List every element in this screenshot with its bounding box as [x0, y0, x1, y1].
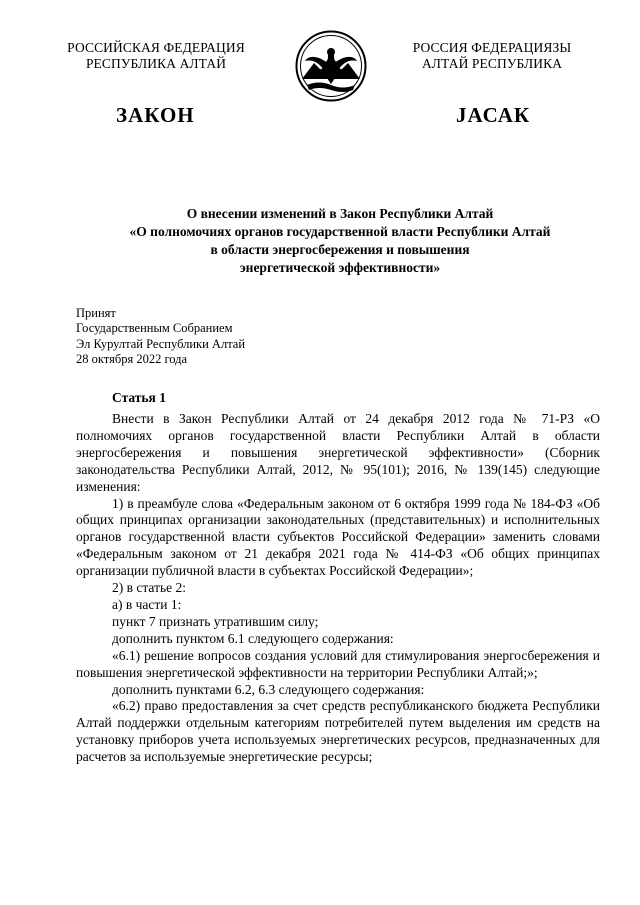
- article-heading: Статья 1: [112, 390, 166, 405]
- paragraph: 1) в преамбуле слова «Федеральным законом от 6 октября 1999 года № 184-ФЗ «Об общих принципах организации законодательных (представительных) и исполнительных органов государственной власти субъектов Российской Федерации» заменить словами «Федеральным законом от 21 декабря 2021 года № 414-ФЗ «Об общих принципах организации публичной власти в субъектах Российской Федерации»;: [76, 495, 600, 579]
- paragraph: пункт 7 признать утратившим силу;: [112, 613, 319, 629]
- adoption-line-1: Принят: [76, 306, 116, 320]
- title-line-3: в области энергосбережения и повышения: [210, 242, 470, 257]
- emblem-icon: [295, 30, 367, 102]
- adoption-block: [76, 306, 245, 367]
- header-left-line-2: РЕСПУБЛИКА АЛТАЙ: [85, 56, 227, 71]
- adoption-line-2: Государственным Собранием: [76, 321, 233, 336]
- law-label-left: ЗАКОН: [116, 103, 195, 127]
- header-left-line-1: РОССИЙСКАЯ ФЕДЕРАЦИЯ: [67, 40, 245, 55]
- document-title: [76, 205, 604, 277]
- header-right-line-2: АЛТАЙ РЕСПУБЛИКА: [421, 56, 563, 71]
- adoption-date: 28 октября 2022 года: [76, 351, 188, 366]
- title-line-2: «О полномочиях органов государственной власти Республики Алтай: [129, 224, 551, 239]
- paragraph: дополнить пунктом 6.1 следующего содержания:: [112, 630, 394, 646]
- law-label-right: JАСАК: [456, 103, 531, 127]
- title-line-4: энергетической эффективности»: [239, 260, 441, 275]
- header-right-line-1: РОССИЯ ФЕДЕРАЦИЯЗЫ: [412, 40, 572, 55]
- adoption-line-3: Эл Курултай Республики Алтай: [76, 336, 246, 351]
- article-body: [76, 411, 600, 766]
- header-right: [374, 40, 610, 72]
- paragraph: Внести в Закон Республики Алтай от 24 декабря 2012 года № 71-РЗ «О полномочиях органов государственной власти Республики Алтай в области энергосбережения и повышения энергетической эффективности» (Сборник законодательства Республики Алтай, 2012, № 95(101); 2016, № 139(145) следующие изменения:: [76, 411, 600, 494]
- paragraph: «6.1) решение вопросов создания условий для стимулирования энергосбережения и повышения энергетической эффективности на территории Республики Алтай;»;: [76, 647, 600, 680]
- paragraph: а) в части 1:: [112, 596, 182, 612]
- paragraph: 2) в статье 2:: [112, 580, 186, 596]
- title-line-1: О внесении изменений в Закон Республики Алтай: [186, 206, 494, 221]
- paragraph: «6.2) право предоставления за счет средств республиканского бюджета Республики Алтай поддержки отдельным категориям потребителей путем выделения им средств на установку приборов учета используемых энергетических ресурсов, предназначенных для расчетов за используемые энергетические ресурсы;: [76, 698, 600, 765]
- header-left: [40, 40, 272, 72]
- paragraph: дополнить пунктами 6.2, 6.3 следующего содержания:: [112, 681, 425, 697]
